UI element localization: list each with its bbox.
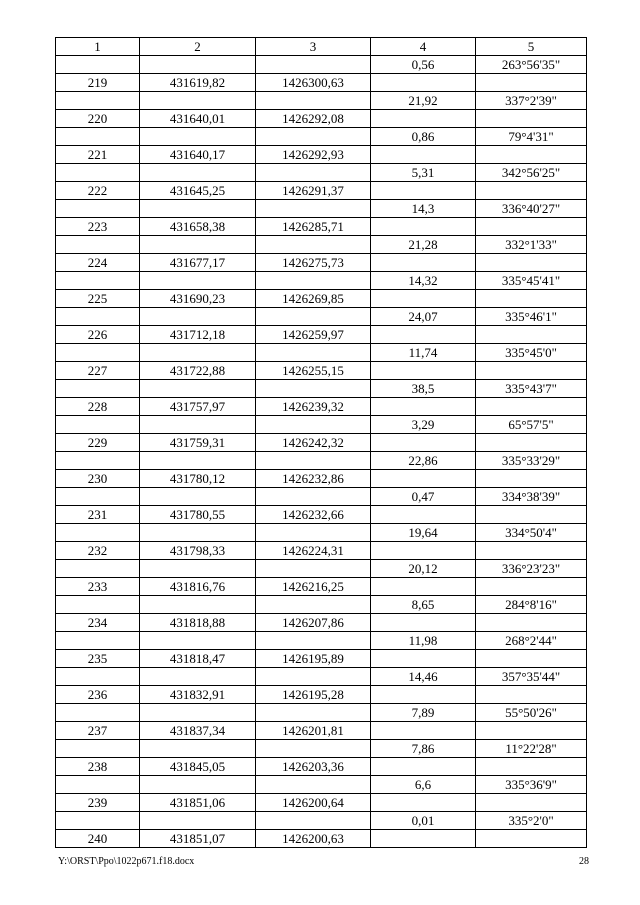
distance-cell: 7,89	[371, 704, 476, 722]
distance-cell: 11,98	[371, 632, 476, 650]
bearing-cell	[476, 578, 587, 596]
x-coordinate-cell	[140, 200, 256, 218]
x-coordinate-cell	[140, 524, 256, 542]
point-number-cell: 230	[56, 470, 140, 488]
y-coordinate-cell	[256, 524, 371, 542]
y-coordinate-cell	[256, 92, 371, 110]
y-coordinate-cell: 1426292,93	[256, 146, 371, 164]
bearing-cell	[476, 758, 587, 776]
table-row	[56, 524, 587, 542]
x-coordinate-cell	[140, 596, 256, 614]
distance-cell: 6,6	[371, 776, 476, 794]
bearing-cell: 79°4'31"	[476, 128, 587, 146]
distance-cell: 21,28	[371, 236, 476, 254]
point-number-cell	[56, 524, 140, 542]
x-coordinate-cell	[140, 812, 256, 830]
y-coordinate-cell: 1426259,97	[256, 326, 371, 344]
distance-cell: 22,86	[371, 452, 476, 470]
bearing-cell: 335°36'9"	[476, 776, 587, 794]
bearing-cell	[476, 218, 587, 236]
x-coordinate-cell: 431640,01	[140, 110, 256, 128]
distance-cell	[371, 218, 476, 236]
point-number-cell: 237	[56, 722, 140, 740]
x-coordinate-cell	[140, 272, 256, 290]
y-coordinate-cell: 1426200,64	[256, 794, 371, 812]
distance-cell: 5,31	[371, 164, 476, 182]
point-number-cell: 219	[56, 74, 140, 92]
x-coordinate-cell: 431640,17	[140, 146, 256, 164]
table-row	[56, 308, 587, 326]
bearing-cell: 335°43'7"	[476, 380, 587, 398]
y-coordinate-cell	[256, 128, 371, 146]
point-number-cell	[56, 776, 140, 794]
header-cell-4: 4	[371, 38, 476, 56]
header-cell-2: 2	[140, 38, 256, 56]
x-coordinate-cell: 431722,88	[140, 362, 256, 380]
bearing-cell	[476, 830, 587, 848]
y-coordinate-cell: 1426201,81	[256, 722, 371, 740]
y-coordinate-cell	[256, 200, 371, 218]
table-row	[56, 470, 587, 488]
bearing-cell: 335°2'0"	[476, 812, 587, 830]
y-coordinate-cell	[256, 236, 371, 254]
table-row	[56, 776, 587, 794]
point-number-cell	[56, 452, 140, 470]
distance-cell: 21,92	[371, 92, 476, 110]
x-coordinate-cell: 431851,06	[140, 794, 256, 812]
table-row	[56, 128, 587, 146]
distance-cell: 14,32	[371, 272, 476, 290]
distance-cell	[371, 830, 476, 848]
point-number-cell: 238	[56, 758, 140, 776]
distance-cell: 14,46	[371, 668, 476, 686]
distance-cell	[371, 794, 476, 812]
bearing-cell: 334°38'39"	[476, 488, 587, 506]
y-coordinate-cell: 1426207,86	[256, 614, 371, 632]
bearing-cell: 334°50'4"	[476, 524, 587, 542]
y-coordinate-cell	[256, 632, 371, 650]
x-coordinate-cell: 431818,88	[140, 614, 256, 632]
point-number-cell: 224	[56, 254, 140, 272]
table-body	[56, 56, 587, 848]
bearing-cell	[476, 506, 587, 524]
x-coordinate-cell: 431851,07	[140, 830, 256, 848]
point-number-cell: 235	[56, 650, 140, 668]
table-row	[56, 506, 587, 524]
bearing-cell: 342°56'25"	[476, 164, 587, 182]
point-number-cell: 221	[56, 146, 140, 164]
point-number-cell	[56, 812, 140, 830]
point-number-cell	[56, 272, 140, 290]
bearing-cell	[476, 398, 587, 416]
distance-cell	[371, 614, 476, 632]
y-coordinate-cell	[256, 596, 371, 614]
distance-cell: 11,74	[371, 344, 476, 362]
point-number-cell: 234	[56, 614, 140, 632]
distance-cell	[371, 578, 476, 596]
y-coordinate-cell	[256, 416, 371, 434]
y-coordinate-cell: 1426232,86	[256, 470, 371, 488]
x-coordinate-cell	[140, 236, 256, 254]
table-row	[56, 740, 587, 758]
distance-cell	[371, 758, 476, 776]
bearing-cell: 65°57'5"	[476, 416, 587, 434]
bearing-cell: 336°23'23"	[476, 560, 587, 578]
table-row	[56, 56, 587, 74]
table-row	[56, 758, 587, 776]
y-coordinate-cell	[256, 812, 371, 830]
y-coordinate-cell	[256, 668, 371, 686]
bearing-cell: 268°2'44"	[476, 632, 587, 650]
footer-page-number: 28	[579, 856, 589, 867]
y-coordinate-cell	[256, 704, 371, 722]
table-row	[56, 704, 587, 722]
point-number-cell: 226	[56, 326, 140, 344]
bearing-cell	[476, 434, 587, 452]
distance-cell	[371, 722, 476, 740]
y-coordinate-cell: 1426292,08	[256, 110, 371, 128]
header-cell-5: 5	[476, 38, 587, 56]
distance-cell	[371, 326, 476, 344]
x-coordinate-cell: 431798,33	[140, 542, 256, 560]
y-coordinate-cell	[256, 56, 371, 74]
coordinates-table	[55, 37, 587, 848]
header-cell-3: 3	[256, 38, 371, 56]
bearing-cell	[476, 182, 587, 200]
distance-cell	[371, 398, 476, 416]
y-coordinate-cell	[256, 452, 371, 470]
x-coordinate-cell	[140, 128, 256, 146]
x-coordinate-cell: 431645,25	[140, 182, 256, 200]
bearing-cell	[476, 686, 587, 704]
bearing-cell	[476, 146, 587, 164]
distance-cell	[371, 506, 476, 524]
point-number-cell	[56, 704, 140, 722]
table-row	[56, 272, 587, 290]
bearing-cell: 11°22'28"	[476, 740, 587, 758]
bearing-cell: 335°45'41"	[476, 272, 587, 290]
point-number-cell: 240	[56, 830, 140, 848]
point-number-cell	[56, 92, 140, 110]
point-number-cell	[56, 164, 140, 182]
x-coordinate-cell: 431690,23	[140, 290, 256, 308]
table-row	[56, 668, 587, 686]
table-row	[56, 596, 587, 614]
distance-cell	[371, 74, 476, 92]
point-number-cell	[56, 380, 140, 398]
bearing-cell: 263°56'35"	[476, 56, 587, 74]
bearing-cell: 336°40'27"	[476, 200, 587, 218]
bearing-cell	[476, 470, 587, 488]
distance-cell: 24,07	[371, 308, 476, 326]
point-number-cell	[56, 488, 140, 506]
table-row	[56, 164, 587, 182]
table-row	[56, 290, 587, 308]
point-number-cell: 232	[56, 542, 140, 560]
y-coordinate-cell: 1426216,25	[256, 578, 371, 596]
table-row	[56, 722, 587, 740]
y-coordinate-cell	[256, 272, 371, 290]
footer-file-path: Y:\ORST\Ppo\1022p671.f18.docx	[58, 856, 195, 867]
distance-cell: 38,5	[371, 380, 476, 398]
table-row	[56, 254, 587, 272]
table-row	[56, 74, 587, 92]
x-coordinate-cell	[140, 704, 256, 722]
bearing-cell: 357°35'44"	[476, 668, 587, 686]
bearing-cell: 284°8'16"	[476, 596, 587, 614]
point-number-cell	[56, 200, 140, 218]
table-row	[56, 560, 587, 578]
bearing-cell: 332°1'33"	[476, 236, 587, 254]
table-row	[56, 380, 587, 398]
x-coordinate-cell	[140, 632, 256, 650]
point-number-cell: 225	[56, 290, 140, 308]
point-number-cell: 233	[56, 578, 140, 596]
x-coordinate-cell	[140, 344, 256, 362]
point-number-cell	[56, 416, 140, 434]
distance-cell	[371, 470, 476, 488]
y-coordinate-cell	[256, 740, 371, 758]
point-number-cell	[56, 740, 140, 758]
header-cell-1: 1	[56, 38, 140, 56]
bearing-cell	[476, 326, 587, 344]
y-coordinate-cell	[256, 488, 371, 506]
x-coordinate-cell	[140, 56, 256, 74]
x-coordinate-cell	[140, 416, 256, 434]
bearing-cell	[476, 74, 587, 92]
point-number-cell	[56, 596, 140, 614]
y-coordinate-cell	[256, 308, 371, 326]
table-row	[56, 632, 587, 650]
distance-cell: 20,12	[371, 560, 476, 578]
y-coordinate-cell: 1426224,31	[256, 542, 371, 560]
point-number-cell	[56, 56, 140, 74]
point-number-cell: 236	[56, 686, 140, 704]
x-coordinate-cell: 431818,47	[140, 650, 256, 668]
bearing-cell	[476, 254, 587, 272]
x-coordinate-cell	[140, 776, 256, 794]
y-coordinate-cell: 1426255,15	[256, 362, 371, 380]
point-number-cell: 222	[56, 182, 140, 200]
y-coordinate-cell	[256, 776, 371, 794]
table-row	[56, 92, 587, 110]
table-row	[56, 794, 587, 812]
point-number-cell	[56, 236, 140, 254]
x-coordinate-cell: 431759,31	[140, 434, 256, 452]
table-row	[56, 686, 587, 704]
point-number-cell: 227	[56, 362, 140, 380]
point-number-cell	[56, 308, 140, 326]
distance-cell: 0,86	[371, 128, 476, 146]
point-number-cell	[56, 344, 140, 362]
distance-cell	[371, 146, 476, 164]
distance-cell	[371, 434, 476, 452]
point-number-cell	[56, 560, 140, 578]
distance-cell	[371, 290, 476, 308]
distance-cell	[371, 182, 476, 200]
x-coordinate-cell	[140, 452, 256, 470]
distance-cell	[371, 362, 476, 380]
distance-cell: 3,29	[371, 416, 476, 434]
distance-cell: 8,65	[371, 596, 476, 614]
y-coordinate-cell: 1426239,32	[256, 398, 371, 416]
bearing-cell	[476, 650, 587, 668]
point-number-cell: 229	[56, 434, 140, 452]
y-coordinate-cell	[256, 164, 371, 182]
distance-cell	[371, 110, 476, 128]
distance-cell: 0,47	[371, 488, 476, 506]
x-coordinate-cell	[140, 380, 256, 398]
bearing-cell	[476, 614, 587, 632]
table-row	[56, 830, 587, 848]
x-coordinate-cell: 431845,05	[140, 758, 256, 776]
table-row	[56, 182, 587, 200]
distance-cell: 14,3	[371, 200, 476, 218]
x-coordinate-cell	[140, 92, 256, 110]
table-row	[56, 110, 587, 128]
x-coordinate-cell: 431658,38	[140, 218, 256, 236]
x-coordinate-cell	[140, 560, 256, 578]
bearing-cell	[476, 542, 587, 560]
y-coordinate-cell	[256, 344, 371, 362]
bearing-cell	[476, 110, 587, 128]
point-number-cell	[56, 668, 140, 686]
table-row	[56, 416, 587, 434]
x-coordinate-cell: 431837,34	[140, 722, 256, 740]
y-coordinate-cell: 1426232,66	[256, 506, 371, 524]
x-coordinate-cell: 431780,55	[140, 506, 256, 524]
point-number-cell: 239	[56, 794, 140, 812]
table-row	[56, 452, 587, 470]
distance-cell: 0,56	[371, 56, 476, 74]
y-coordinate-cell: 1426291,37	[256, 182, 371, 200]
x-coordinate-cell: 431677,17	[140, 254, 256, 272]
point-number-cell: 220	[56, 110, 140, 128]
x-coordinate-cell	[140, 488, 256, 506]
x-coordinate-cell: 431757,97	[140, 398, 256, 416]
y-coordinate-cell: 1426195,89	[256, 650, 371, 668]
distance-cell	[371, 686, 476, 704]
y-coordinate-cell: 1426285,71	[256, 218, 371, 236]
table-row	[56, 146, 587, 164]
table-row	[56, 398, 587, 416]
bearing-cell: 335°45'0"	[476, 344, 587, 362]
table-row	[56, 236, 587, 254]
x-coordinate-cell: 431712,18	[140, 326, 256, 344]
y-coordinate-cell: 1426275,73	[256, 254, 371, 272]
table-row	[56, 434, 587, 452]
y-coordinate-cell: 1426300,63	[256, 74, 371, 92]
table-row	[56, 650, 587, 668]
point-number-cell	[56, 128, 140, 146]
table-row	[56, 812, 587, 830]
distance-cell: 0,01	[371, 812, 476, 830]
distance-cell: 19,64	[371, 524, 476, 542]
distance-cell	[371, 254, 476, 272]
y-coordinate-cell: 1426203,36	[256, 758, 371, 776]
table-header	[56, 38, 587, 56]
y-coordinate-cell: 1426200,63	[256, 830, 371, 848]
x-coordinate-cell	[140, 308, 256, 326]
distance-cell	[371, 650, 476, 668]
bearing-cell: 337°2'39"	[476, 92, 587, 110]
table-row	[56, 344, 587, 362]
y-coordinate-cell	[256, 380, 371, 398]
x-coordinate-cell: 431816,76	[140, 578, 256, 596]
bearing-cell	[476, 290, 587, 308]
bearing-cell	[476, 794, 587, 812]
bearing-cell: 335°46'1"	[476, 308, 587, 326]
bearing-cell	[476, 362, 587, 380]
point-number-cell: 231	[56, 506, 140, 524]
bearing-cell: 335°33'29"	[476, 452, 587, 470]
distance-cell	[371, 542, 476, 560]
table-row	[56, 200, 587, 218]
x-coordinate-cell	[140, 164, 256, 182]
x-coordinate-cell	[140, 740, 256, 758]
header-row	[56, 38, 587, 56]
table-row	[56, 218, 587, 236]
bearing-cell: 55°50'26"	[476, 704, 587, 722]
table-row	[56, 578, 587, 596]
y-coordinate-cell: 1426269,85	[256, 290, 371, 308]
y-coordinate-cell: 1426195,28	[256, 686, 371, 704]
x-coordinate-cell: 431619,82	[140, 74, 256, 92]
bearing-cell	[476, 722, 587, 740]
y-coordinate-cell: 1426242,32	[256, 434, 371, 452]
table-row	[56, 542, 587, 560]
table-row	[56, 326, 587, 344]
distance-cell: 7,86	[371, 740, 476, 758]
table-row	[56, 614, 587, 632]
x-coordinate-cell	[140, 668, 256, 686]
point-number-cell: 228	[56, 398, 140, 416]
x-coordinate-cell: 431780,12	[140, 470, 256, 488]
point-number-cell: 223	[56, 218, 140, 236]
table-row	[56, 362, 587, 380]
table-row	[56, 488, 587, 506]
point-number-cell	[56, 632, 140, 650]
y-coordinate-cell	[256, 560, 371, 578]
x-coordinate-cell: 431832,91	[140, 686, 256, 704]
